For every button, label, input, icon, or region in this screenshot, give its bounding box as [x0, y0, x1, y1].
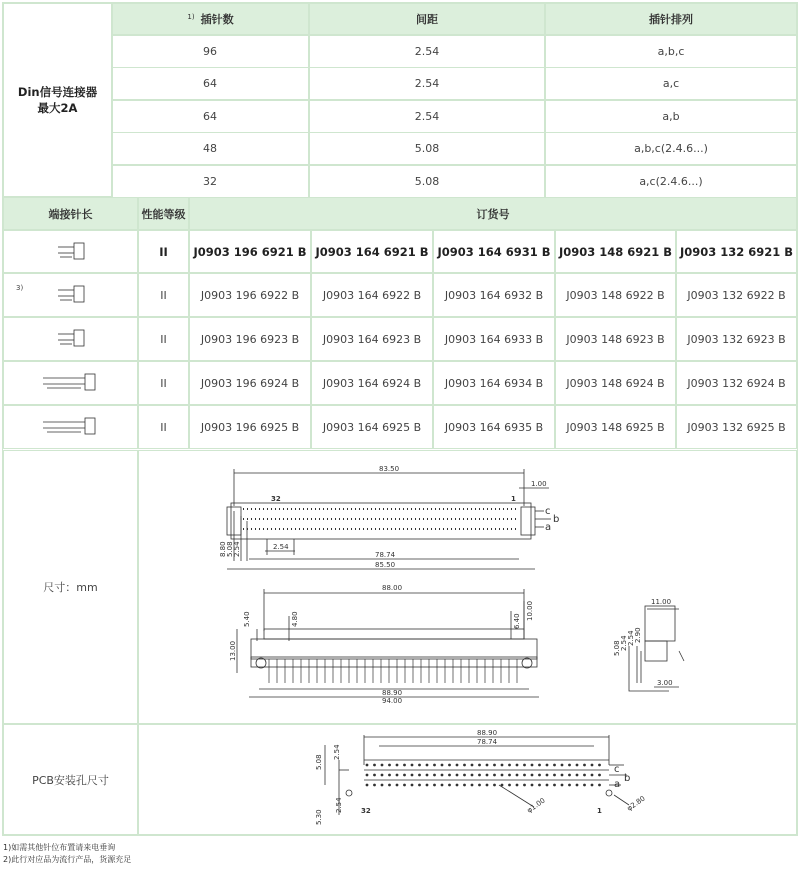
- dim-front-h1: 5.40: [243, 611, 251, 627]
- order-number-cell: J0903 132 6921 B: [676, 230, 797, 273]
- dim-span: 78.74: [375, 551, 396, 559]
- pin-count-cell: 96: [112, 35, 309, 68]
- pin-arrangement-cell: a,c: [545, 67, 797, 100]
- dim-v1: 8.80: [219, 541, 227, 557]
- termination-thumbnail-cell: [3, 273, 138, 317]
- row-a-label: a: [545, 522, 552, 533]
- dimension-drawing: [139, 451, 796, 723]
- pcb-row-a: a: [614, 779, 621, 790]
- order-number-cell: J0903 164 6922 B: [311, 273, 433, 317]
- order-number-cell: J0903 132 6922 B: [676, 273, 797, 317]
- dimensions-label: 尺寸：mm: [43, 581, 98, 594]
- termination-thumbnail: [41, 414, 101, 440]
- pcb-pin-last: 1: [597, 807, 602, 815]
- pcb-dim-outer: 88.90: [477, 729, 498, 737]
- dim-front-h4: 10.00: [526, 600, 534, 621]
- dim-v3: 2.54: [233, 541, 241, 557]
- pcb-label-cell: [3, 724, 138, 835]
- dim-front-h2: 4.80: [291, 611, 299, 627]
- order-number-cell: J0903 148 6922 B: [555, 273, 676, 317]
- row-c-label: c: [545, 506, 551, 517]
- pitch-cell: 2.54: [309, 67, 545, 100]
- header-pin-count-label: 插针数: [200, 13, 234, 26]
- order-number-cell: J0903 148 6925 B: [555, 405, 676, 449]
- dim-side-d4: 2.90: [634, 627, 642, 643]
- pcb-label: PCB安装孔尺寸: [32, 773, 109, 787]
- order-number-cell: J0903 164 6932 B: [433, 273, 555, 317]
- dim-side-d3: 2.54: [627, 630, 635, 646]
- dim-v2: 5.08: [226, 541, 234, 557]
- termination-thumbnail-cell: [3, 230, 138, 273]
- dim-overall: 83.50: [379, 465, 400, 473]
- order-number-cell: J0903 132 6924 B: [676, 361, 797, 405]
- pin-count-cell: 48: [112, 132, 309, 165]
- dim-front-bottom2: 94.00: [382, 697, 403, 705]
- connector-type-label: Din信号连接器: [17, 85, 98, 99]
- pitch-cell: 5.08: [309, 132, 545, 165]
- pcb-dim-mount: φ2.80: [625, 794, 647, 813]
- dimensions-drawing-cell: [138, 450, 797, 724]
- header-pitch: 间距: [309, 3, 545, 35]
- pitch-cell: 2.54: [309, 35, 545, 68]
- pitch-cell: 5.08: [309, 165, 545, 198]
- max-current-label: 最大2A: [37, 101, 78, 115]
- pin-count-cell: 64: [112, 100, 309, 133]
- dim-pitch: 2.54: [273, 543, 289, 551]
- order-number-cell: J0903 164 6924 B: [311, 361, 433, 405]
- pin-arrangement-cell: a,c(2.4.6...): [545, 165, 797, 198]
- header-note: 1): [187, 13, 195, 21]
- pcb-dim-v4: 2.54: [335, 797, 343, 813]
- termination-thumbnail: [56, 326, 86, 352]
- order-number-cell: J0903 164 6933 B: [433, 317, 555, 361]
- pin-arrangement-cell: a,b: [545, 100, 797, 133]
- order-number-cell: J0903 148 6923 B: [555, 317, 676, 361]
- dim-front-h3: 6.40: [513, 613, 521, 629]
- pcb-dim-v1: 5.08: [315, 754, 323, 770]
- order-number-cell: J0903 164 6921 B: [311, 230, 433, 273]
- header-order-number: 订货号: [189, 197, 797, 230]
- dim-side-foot: 3.00: [657, 679, 673, 687]
- pin-count-cell: 64: [112, 67, 309, 100]
- pcb-row-c: c: [614, 764, 620, 775]
- pcb-row-b: b: [624, 773, 631, 784]
- order-number-cell: J0903 196 6923 B: [189, 317, 311, 361]
- order-number-cell: J0903 196 6924 B: [189, 361, 311, 405]
- header-pin-count: [112, 3, 309, 35]
- pcb-drawing: [139, 725, 796, 834]
- header-pin-arrangement: 插针排列: [545, 3, 797, 35]
- pin-last-label: 1: [511, 495, 516, 503]
- dim-front-top: 88.00: [382, 584, 403, 592]
- dim-front-bottom1: 88.90: [382, 689, 403, 697]
- order-number-cell: J0903 164 6931 B: [433, 230, 555, 273]
- pcb-dim-v2: 2.54: [333, 744, 341, 760]
- performance-class-cell: II: [138, 317, 189, 361]
- performance-class-cell: II: [138, 361, 189, 405]
- termination-thumbnail: [56, 239, 86, 265]
- termination-thumbnail: [41, 370, 101, 396]
- order-number-cell: J0903 196 6925 B: [189, 405, 311, 449]
- pcb-drawing-cell: [138, 724, 797, 835]
- termination-thumbnail-cell: [3, 361, 138, 405]
- order-number-cell: J0903 164 6935 B: [433, 405, 555, 449]
- pitch-cell: 2.54: [309, 100, 545, 133]
- pin-first-label: 32: [271, 495, 281, 503]
- row-b-label: b: [553, 514, 560, 525]
- termination-thumbnail-cell: [3, 317, 138, 361]
- order-number-cell: J0903 132 6925 B: [676, 405, 797, 449]
- footnote-2: 2)此行对应品为流行产品，货源充足: [3, 855, 132, 864]
- pcb-pin-first: 32: [361, 807, 371, 815]
- header-performance-class: 性能等级: [138, 197, 189, 230]
- row-note: 3): [16, 284, 24, 292]
- performance-class-cell: II: [138, 230, 189, 273]
- order-number-cell: J0903 132 6923 B: [676, 317, 797, 361]
- pcb-dim-v3: 5.30: [315, 809, 323, 825]
- pin-arrangement-cell: a,b,c(2.4.6...): [545, 132, 797, 165]
- performance-class-cell: II: [138, 405, 189, 449]
- footnote-1: 1)如需其他针位布置请来电垂询: [3, 843, 116, 852]
- header-termination-length: 端接针长: [3, 197, 138, 230]
- performance-class-cell: II: [138, 273, 189, 317]
- footnotes: [3, 842, 131, 866]
- dimensions-label-cell: [3, 450, 138, 724]
- termination-thumbnail-cell: [3, 405, 138, 449]
- termination-thumbnail: [56, 282, 86, 308]
- order-number-cell: J0903 148 6921 B: [555, 230, 676, 273]
- spec-sheet: [2, 2, 798, 836]
- order-number-cell: J0903 148 6924 B: [555, 361, 676, 405]
- dim-side-width: 11.00: [651, 598, 672, 606]
- pin-count-cell: 32: [112, 165, 309, 198]
- dim-side-d1: 5.08: [613, 640, 621, 656]
- order-number-cell: J0903 164 6934 B: [433, 361, 555, 405]
- order-number-cell: J0903 164 6925 B: [311, 405, 433, 449]
- dim-body: 85.50: [375, 561, 396, 569]
- order-number-cell: J0903 196 6922 B: [189, 273, 311, 317]
- dim-pitch-end: 1.00: [531, 480, 547, 488]
- connector-type-cell: [3, 3, 112, 197]
- pcb-dim-hole: φ1.00: [525, 796, 547, 815]
- pin-arrangement-cell: a,b,c: [545, 35, 797, 68]
- order-number-cell: J0903 164 6923 B: [311, 317, 433, 361]
- dim-front-height: 13.00: [229, 640, 237, 661]
- dim-side-d2: 2.54: [620, 635, 628, 651]
- pcb-dim-inner: 78.74: [477, 738, 498, 746]
- order-number-cell: J0903 196 6921 B: [189, 230, 311, 273]
